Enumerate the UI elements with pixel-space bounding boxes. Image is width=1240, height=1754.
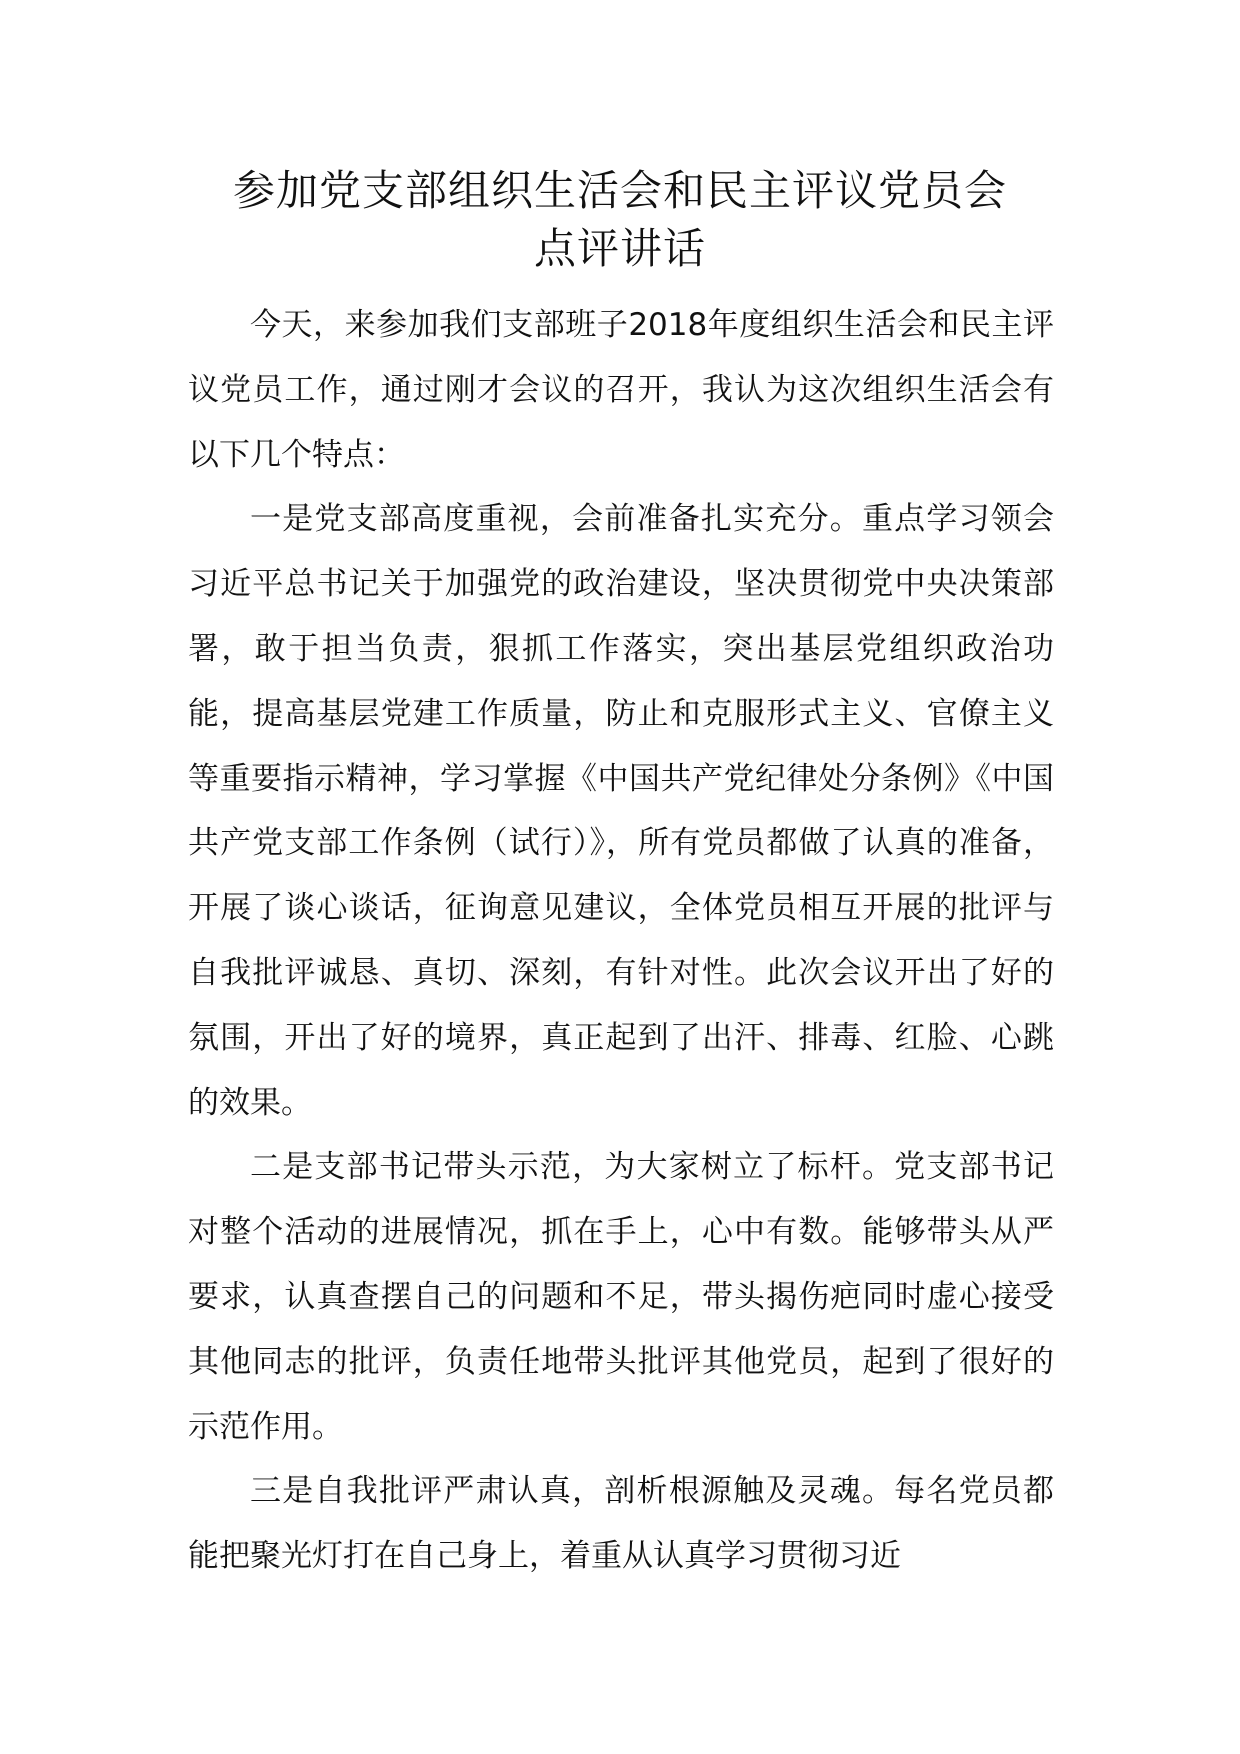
document-title [170, 162, 1070, 278]
title-line-2: 点评讲话 [533, 224, 706, 273]
paragraph-intro: 今天，来参加我们支部班子2018年度组织生活会和民主评议党员工作，通过刚才会议的召开，我认为这次组织生活会有以下几个特点： [188, 307, 1054, 473]
document-body [188, 293, 1054, 1589]
paragraph-point-2: 二是支部书记带头示范，为大家树立了标杆。党支部书记对整个活动的进展情况，抓在手上，心中有数。能够带头从严要求，认真查摆自己的问题和不足，带头揭伤疤同时虚心接受其他同志的批评，负责任地带头批评其他党员，起到了很好的示范作用。 [188, 1149, 1054, 1445]
paragraph-point-3: 三是自我批评严肃认真，剖析根源触及灵魂。每名党员都能把聚光灯打在自己身上，着重从认真学习贯彻习近 [188, 1473, 1054, 1575]
title-line-1: 参加党支部组织生活会和民主评议党员会 [232, 166, 1007, 215]
paragraph-point-1: 一是党支部高度重视，会前准备扎实充分。重点学习领会习近平总书记关于加强党的政治建设，坚决贯彻党中央决策部署，敢于担当负责，狠抓工作落实，突出基层党组织政治功能，提高基层党建工作质量，防止和克服形式主义、官僚主义等重要指示精神，学习掌握《中国共产党纪律处分条例》《中国共产党支部工作条例（试行）》，所有党员都做了认真的准备，开展了谈心谈话，征询意见建议，全体党员相互开展的批评与自我批评诚恳、真切、深刻，有针对性。此次会议开出了好的氛围，开出了好的境界，真正起到了出汗、排毒、红脸、心跳的效果。 [188, 501, 1054, 1121]
